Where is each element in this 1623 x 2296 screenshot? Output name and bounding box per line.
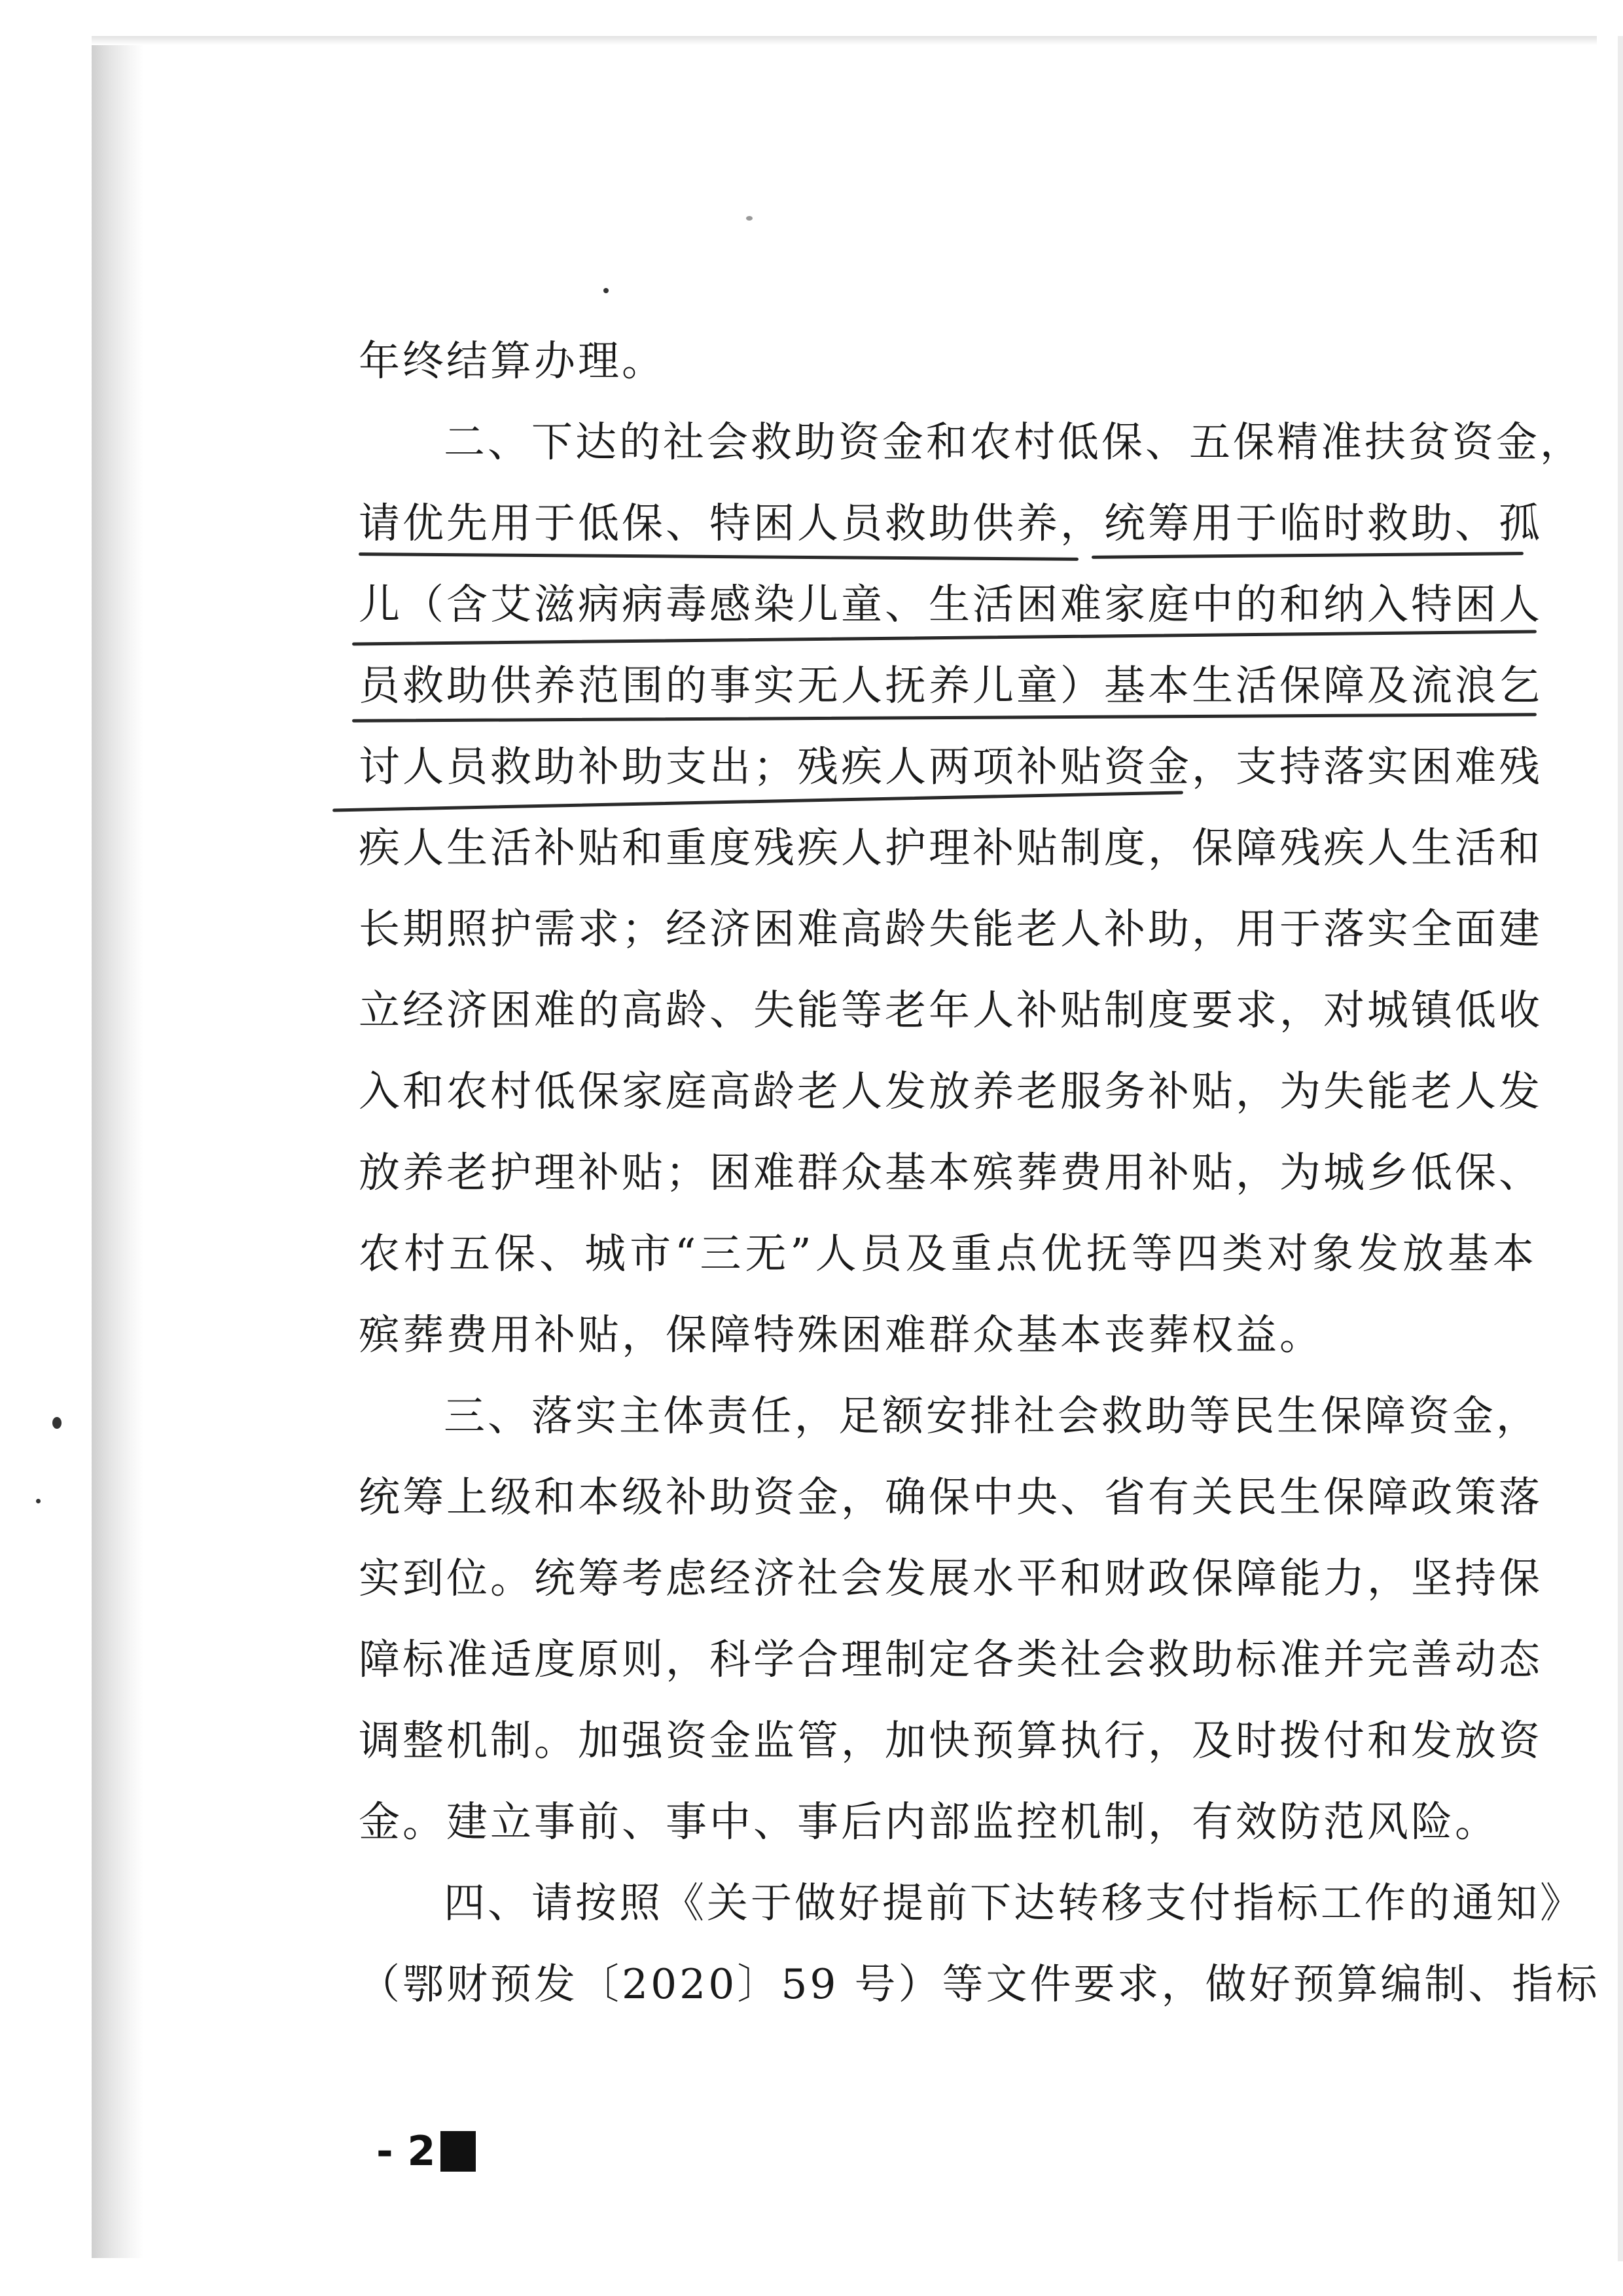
handwritten-underline: [359, 552, 1079, 561]
text-line: 疾人生活补贴和重度残疾人护理补贴制度，保障残疾人生活和: [359, 824, 1543, 872]
handwritten-underline: [352, 713, 1537, 722]
document-body: [359, 321, 1600, 2025]
text-line: 调整机制。加强资金监管，加快预算执行，及时拨付和发放资: [359, 1717, 1543, 1765]
text-line: 长期照护需求；经济困难高龄失能老人补助，用于落实全面建: [359, 905, 1543, 953]
text-line: 殡葬费用补贴，保障特殊困难群众基本丧葬权益。: [359, 1311, 1323, 1359]
text-line: 统筹上级和本级补助资金，确保中央、省有关民生保障政策落: [359, 1473, 1543, 1521]
handwritten-underline: [352, 630, 1537, 646]
text-line: 三、落实主体责任，足额安排社会救助等民生保障资金，: [444, 1392, 1540, 1440]
text-line: 农村五保、城市“三无”人员及重点优抚等四类对象发放基本: [359, 1230, 1537, 1278]
text-line: 障标准适度原则，科学合理制定各类社会救助标准并完善动态: [359, 1636, 1543, 1683]
page-number-block: [440, 2131, 476, 2172]
text-line: 讨人员救助补助支出；残疾人两项补贴资金，支持落实困难残: [359, 726, 1537, 808]
text-line: （鄂财预发〔2020〕59 号）等文件要求，做好预算编制、指标: [359, 1960, 1600, 2008]
text-line: 二、下达的社会救助资金和农村低保、五保精准扶贫资金，: [444, 418, 1584, 466]
text-line: 年终结算办理。: [359, 337, 666, 385]
scan-speck: [36, 1499, 41, 1503]
scan-right-edge: [1618, 36, 1623, 2261]
text-line: 四、请按照《关于做好提前下达转移支付指标工作的通知》: [444, 1879, 1584, 1927]
text-line: 员救助供养范围的事实无人抚养儿童）基本生活保障及流浪乞: [359, 645, 1537, 726]
page-number-text: - 2: [376, 2127, 436, 2175]
text-line: 实到位。统筹考虑经济社会发展水平和财政保障能力，坚持保: [359, 1554, 1543, 1602]
text-line: 放养老护理补贴；困难群众基本殡葬费用补贴，为城乡低保、: [359, 1149, 1543, 1196]
text-line: 请优先用于低保、特困人员救助供养，统筹用于临时救助、孤: [359, 483, 1537, 564]
scan-speck: [746, 216, 753, 221]
scan-top-edge: [92, 36, 1597, 45]
scan-shadow: [92, 39, 144, 2258]
text-line: 金。建立事前、事中、事后内部监控机制，有效防范风险。: [359, 1798, 1499, 1846]
scan-speck: [52, 1417, 62, 1429]
text-line: 立经济困难的高龄、失能等老年人补贴制度要求，对城镇低收: [359, 986, 1543, 1034]
scan-speck: [603, 288, 609, 293]
text-line: 儿（含艾滋病病毒感染儿童、生活困难家庭中的和纳入特困人: [359, 564, 1537, 645]
text-line: 入和农村低保家庭高龄老人发放养老服务补贴，为失能老人发: [359, 1067, 1543, 1115]
handwritten-underline: [1092, 552, 1524, 559]
page-number: [376, 2127, 476, 2175]
